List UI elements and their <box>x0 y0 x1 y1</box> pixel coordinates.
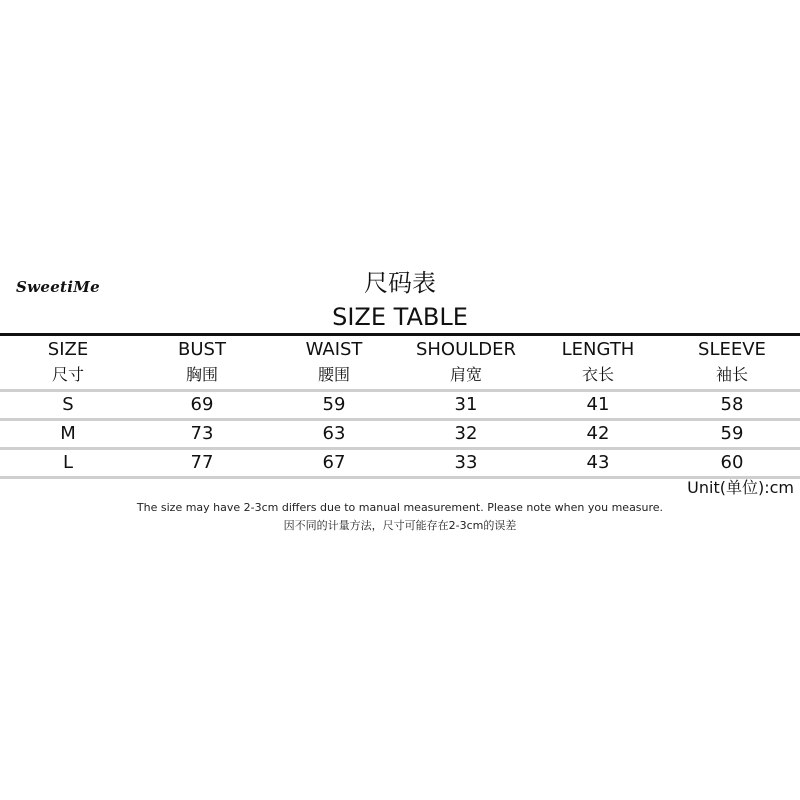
column-header-length: LENGTH <box>561 339 635 360</box>
column-header-size-cn: 尺寸 <box>0 363 136 391</box>
table-cell: 77 <box>136 449 268 478</box>
page-title-cn: 尺码表 <box>364 269 436 297</box>
unit-label: Unit(单位):cm <box>687 478 794 497</box>
table-top-divider <box>0 333 800 336</box>
column-header-shoulder-cn: 肩宽 <box>400 363 532 391</box>
table-cell: 43 <box>532 449 664 478</box>
table-row <box>0 449 800 478</box>
column-header-waist-cn: 腰围 <box>268 363 400 391</box>
measurement-note-en: The size may have 2-3cm differs due to manual measurement. Please note when you measure. <box>136 501 664 514</box>
table-cell: 60 <box>664 449 800 478</box>
table-cell: 32 <box>400 420 532 449</box>
table-cell: 59 <box>268 391 400 420</box>
table-cell: 73 <box>136 420 268 449</box>
page-title: SIZE TABLE <box>332 303 468 331</box>
table-cell: S <box>0 391 136 420</box>
table-cell: 58 <box>664 391 800 420</box>
column-header-shoulder: SHOULDER <box>415 339 517 360</box>
table-cell: 31 <box>400 391 532 420</box>
brand-logo: SweetiMe <box>16 278 101 296</box>
size-table <box>0 337 800 479</box>
table-cell: 42 <box>532 420 664 449</box>
measurement-note-cn: 因不同的计量方法，尺寸可能存在2-3cm的误差 <box>283 519 517 532</box>
column-header-sleeve: SLEEVE <box>698 339 766 360</box>
table-header-row-en <box>0 337 800 363</box>
column-header-size: SIZE <box>47 339 89 360</box>
table-cell: 59 <box>664 420 800 449</box>
table-cell: 33 <box>400 449 532 478</box>
column-header-waist: WAIST <box>305 339 363 360</box>
table-row <box>0 391 800 420</box>
table-cell: 41 <box>532 391 664 420</box>
column-header-bust-cn: 胸围 <box>136 363 268 391</box>
column-header-length-cn: 衣长 <box>532 363 664 391</box>
table-cell: L <box>0 449 136 478</box>
table-row <box>0 420 800 449</box>
table-cell: 69 <box>136 391 268 420</box>
table-cell: M <box>0 420 136 449</box>
table-cell: 67 <box>268 449 400 478</box>
column-header-sleeve-cn: 袖长 <box>664 363 800 391</box>
table-cell: 63 <box>268 420 400 449</box>
table-header-row-cn <box>0 363 800 391</box>
column-header-bust: BUST <box>178 339 226 360</box>
